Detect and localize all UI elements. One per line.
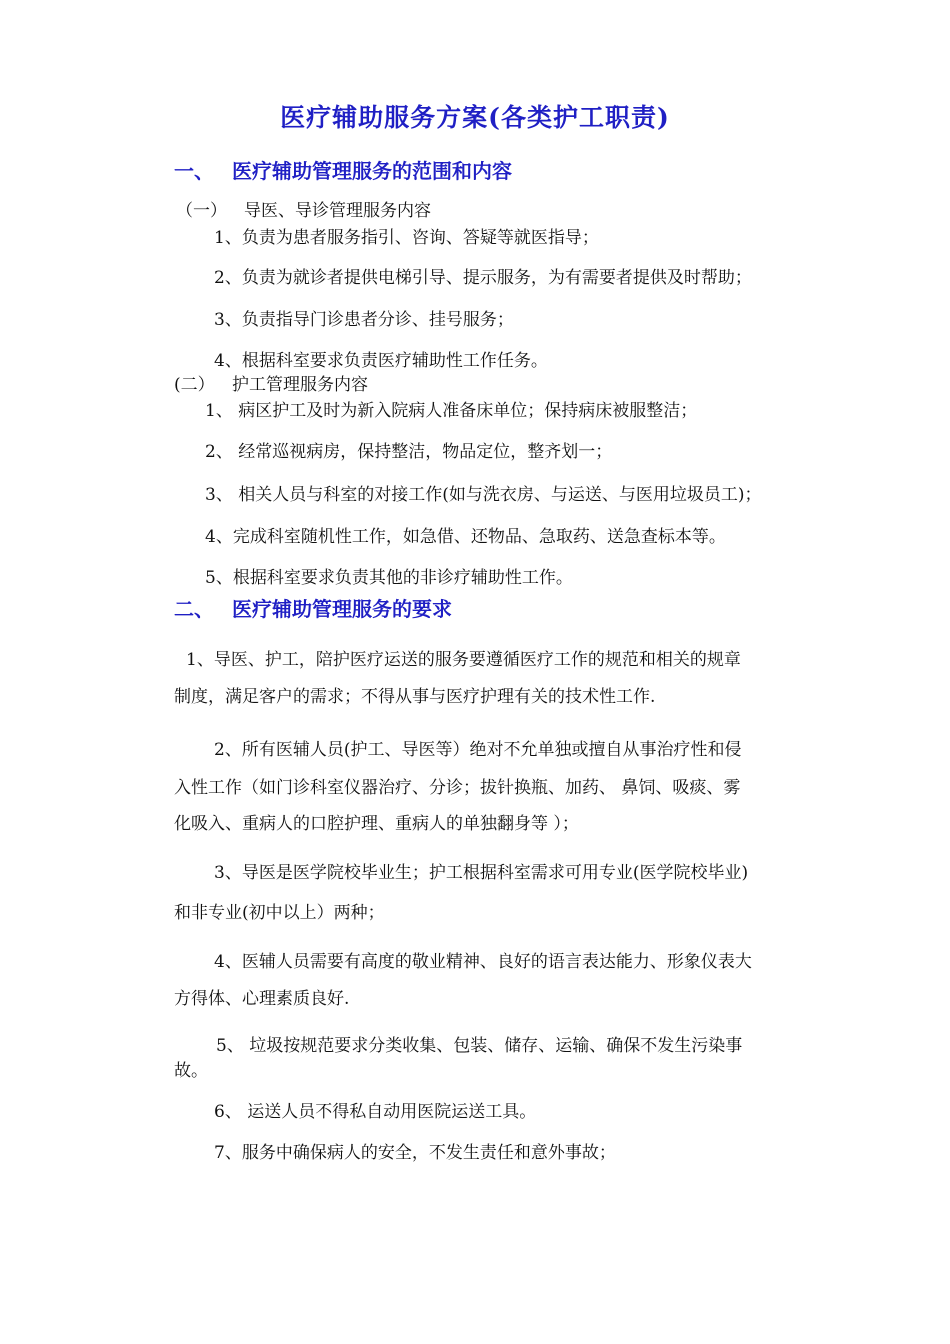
subsection-1-heading — [176, 200, 431, 222]
requirement-line: 制度，满足客户的需求；不得从事与医疗护理有关的技术性工作. — [174, 687, 656, 707]
list-item: 3、负责指导门诊患者分诊、挂号服务； — [214, 310, 514, 330]
requirement-line: 和非专业(初中以上）两种； — [174, 903, 385, 923]
section-2-title: 医疗辅助管理服务的要求 — [232, 597, 452, 621]
subsection-2-heading — [174, 374, 368, 396]
subsection-2-title: 护工管理服务内容 — [232, 375, 368, 395]
requirement-line: 3、导医是医学院校毕业生；护工根据科室需求可用专业(医学院校毕业) — [214, 863, 749, 883]
section-2-number: 二、 — [174, 597, 214, 621]
requirement-line: 方得体、心理素质良好. — [174, 989, 350, 1009]
requirement-line: 1、导医、护工，陪护医疗运送的服务要遵循医疗工作的规范和相关的规章 — [186, 650, 741, 670]
section-1-title: 医疗辅助管理服务的范围和内容 — [232, 159, 512, 183]
list-item: 1、 病区护工及时为新入院病人准备床单位；保持病床被服整洁； — [205, 401, 698, 421]
document-title: 医疗辅助服务方案(各类护工职责) — [280, 103, 670, 132]
subsection-2-number: (二） — [174, 375, 215, 395]
requirement-line: 5、 垃圾按规范要求分类收集、包装、储存、运输、确保不发生污染事 — [216, 1036, 743, 1056]
list-item: 4、完成科室随机性工作，如急借、还物品、急取药、送急查标本等。 — [205, 527, 726, 547]
section-2-heading — [174, 598, 452, 620]
requirement-line: 化吸入、重病人的口腔护理、重病人的单独翻身等 ）； — [174, 814, 579, 834]
requirement-line: 故。 — [174, 1061, 208, 1081]
list-item: 2、 经常巡视病房，保持整洁，物品定位，整齐划一； — [205, 442, 613, 462]
list-item: 1、负责为患者服务指引、咨询、答疑等就医指导； — [214, 228, 599, 248]
list-item: 4、根据科室要求负责医疗辅助性工作任务。 — [214, 351, 548, 371]
subsection-1-number: （一） — [176, 201, 227, 221]
requirement-line: 2、所有医辅人员(护工、导医等）绝对不允单独或擅自从事治疗性和侵 — [214, 740, 742, 760]
requirement-line: 入性工作（如门诊科室仪器治疗、分诊；拔针换瓶、加药、 鼻饲、吸痰、雾 — [174, 778, 741, 798]
list-item: 2、负责为就诊者提供电梯引导、提示服务，为有需要者提供及时帮助； — [214, 268, 752, 288]
requirement-line: 6、 运送人员不得私自动用医院运送工具。 — [214, 1102, 537, 1122]
requirement-line: 4、医辅人员需要有高度的敬业精神、良好的语言表达能力、形象仪表大 — [214, 952, 752, 972]
section-1-number: 一、 — [174, 159, 214, 183]
subsection-1-title: 导医、导诊管理服务内容 — [244, 201, 431, 221]
section-1-heading — [174, 160, 512, 182]
list-item: 3、 相关人员与科室的对接工作(如与洗衣房、与运送、与医用垃圾员工)； — [205, 485, 762, 505]
list-item: 5、根据科室要求负责其他的非诊疗辅助性工作。 — [205, 568, 573, 588]
requirement-line: 7、服务中确保病人的安全，不发生责任和意外事故； — [214, 1143, 616, 1163]
